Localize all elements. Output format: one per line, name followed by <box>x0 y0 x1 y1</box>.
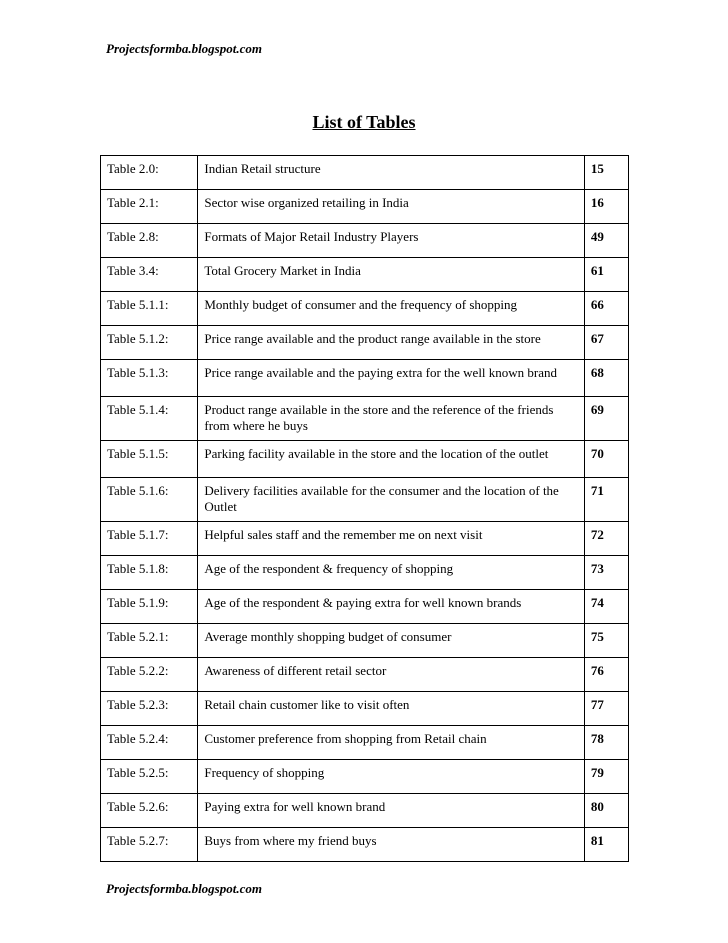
table-number: Table 5.1.2: <box>101 326 198 360</box>
table-row <box>101 258 629 292</box>
table-row <box>101 794 629 828</box>
table-number: Table 2.8: <box>101 224 198 258</box>
table-row <box>101 692 629 726</box>
table-number: Table 5.1.8: <box>101 556 198 590</box>
table-number: Table 5.1.3: <box>101 360 198 397</box>
table-row <box>101 397 629 441</box>
table-row <box>101 478 629 522</box>
table-row <box>101 828 629 862</box>
page-number: 70 <box>584 441 628 478</box>
table-number: Table 5.2.1: <box>101 624 198 658</box>
table-row <box>101 658 629 692</box>
table-title: Buys from where my friend buys <box>198 828 584 862</box>
page-header: Projectsformba.blogspot.com <box>106 41 262 56</box>
page-number: 15 <box>584 156 628 190</box>
page-number: 79 <box>584 760 628 794</box>
page-number: 80 <box>584 794 628 828</box>
table-row <box>101 326 629 360</box>
table-title: Frequency of shopping <box>198 760 584 794</box>
table-number: Table 5.2.2: <box>101 658 198 692</box>
page-number: 77 <box>584 692 628 726</box>
table-title: Indian Retail structure <box>198 156 584 190</box>
table-title: Customer preference from shopping from Retail chain <box>198 726 584 760</box>
page-number: 76 <box>584 658 628 692</box>
table-title: Age of the respondent & paying extra for well known brands <box>198 590 584 624</box>
list-of-tables <box>100 155 629 862</box>
page-number: 81 <box>584 828 628 862</box>
table-title: Helpful sales staff and the remember me on next visit <box>198 522 584 556</box>
page-number: 66 <box>584 292 628 326</box>
table-title: Product range available in the store and the reference of the friends from where he buys <box>198 397 584 441</box>
table-number: Table 5.2.4: <box>101 726 198 760</box>
table-row <box>101 760 629 794</box>
table-number: Table 2.0: <box>101 156 198 190</box>
table-row <box>101 556 629 590</box>
page-number: 61 <box>584 258 628 292</box>
table-row <box>101 190 629 224</box>
page-number: 49 <box>584 224 628 258</box>
table-number: Table 5.2.5: <box>101 760 198 794</box>
table-row <box>101 441 629 478</box>
table-row <box>101 292 629 326</box>
page-number: 75 <box>584 624 628 658</box>
table-row <box>101 522 629 556</box>
table-number: Table 5.1.9: <box>101 590 198 624</box>
page-number: 67 <box>584 326 628 360</box>
page-footer: Projectsformba.blogspot.com <box>106 881 262 896</box>
table-number: Table 5.2.7: <box>101 828 198 862</box>
page-number: 16 <box>584 190 628 224</box>
page-number: 69 <box>584 397 628 441</box>
table-number: Table 2.1: <box>101 190 198 224</box>
table-row <box>101 360 629 397</box>
table-number: Table 5.1.7: <box>101 522 198 556</box>
table-title: Price range available and the paying extra for the well known brand <box>198 360 584 397</box>
table-title: Formats of Major Retail Industry Players <box>198 224 584 258</box>
table-title: Age of the respondent & frequency of shopping <box>198 556 584 590</box>
page-number: 68 <box>584 360 628 397</box>
table-number: Table 5.2.6: <box>101 794 198 828</box>
table-title: Price range available and the product range available in the store <box>198 326 584 360</box>
page-number: 71 <box>584 478 628 522</box>
table-title: Paying extra for well known brand <box>198 794 584 828</box>
page-number: 74 <box>584 590 628 624</box>
table-row <box>101 156 629 190</box>
table-number: Table 5.1.6: <box>101 478 198 522</box>
table-row <box>101 624 629 658</box>
table-title: Parking facility available in the store and the location of the outlet <box>198 441 584 478</box>
table-row <box>101 726 629 760</box>
page-number: 72 <box>584 522 628 556</box>
table-title: Monthly budget of consumer and the frequency of shopping <box>198 292 584 326</box>
table-row <box>101 224 629 258</box>
table-number: Table 5.2.3: <box>101 692 198 726</box>
page-title: List of Tables <box>312 112 416 132</box>
table-title: Awareness of different retail sector <box>198 658 584 692</box>
table-title: Total Grocery Market in India <box>198 258 584 292</box>
table-title: Average monthly shopping budget of consumer <box>198 624 584 658</box>
table-number: Table 3.4: <box>101 258 198 292</box>
table-number: Table 5.1.4: <box>101 397 198 441</box>
page-number: 73 <box>584 556 628 590</box>
table-number: Table 5.1.5: <box>101 441 198 478</box>
table-title: Retail chain customer like to visit often <box>198 692 584 726</box>
page-number: 78 <box>584 726 628 760</box>
table-row <box>101 590 629 624</box>
table-title: Sector wise organized retailing in India <box>198 190 584 224</box>
table-number: Table 5.1.1: <box>101 292 198 326</box>
table-title: Delivery facilities available for the consumer and the location of the Outlet <box>198 478 584 522</box>
